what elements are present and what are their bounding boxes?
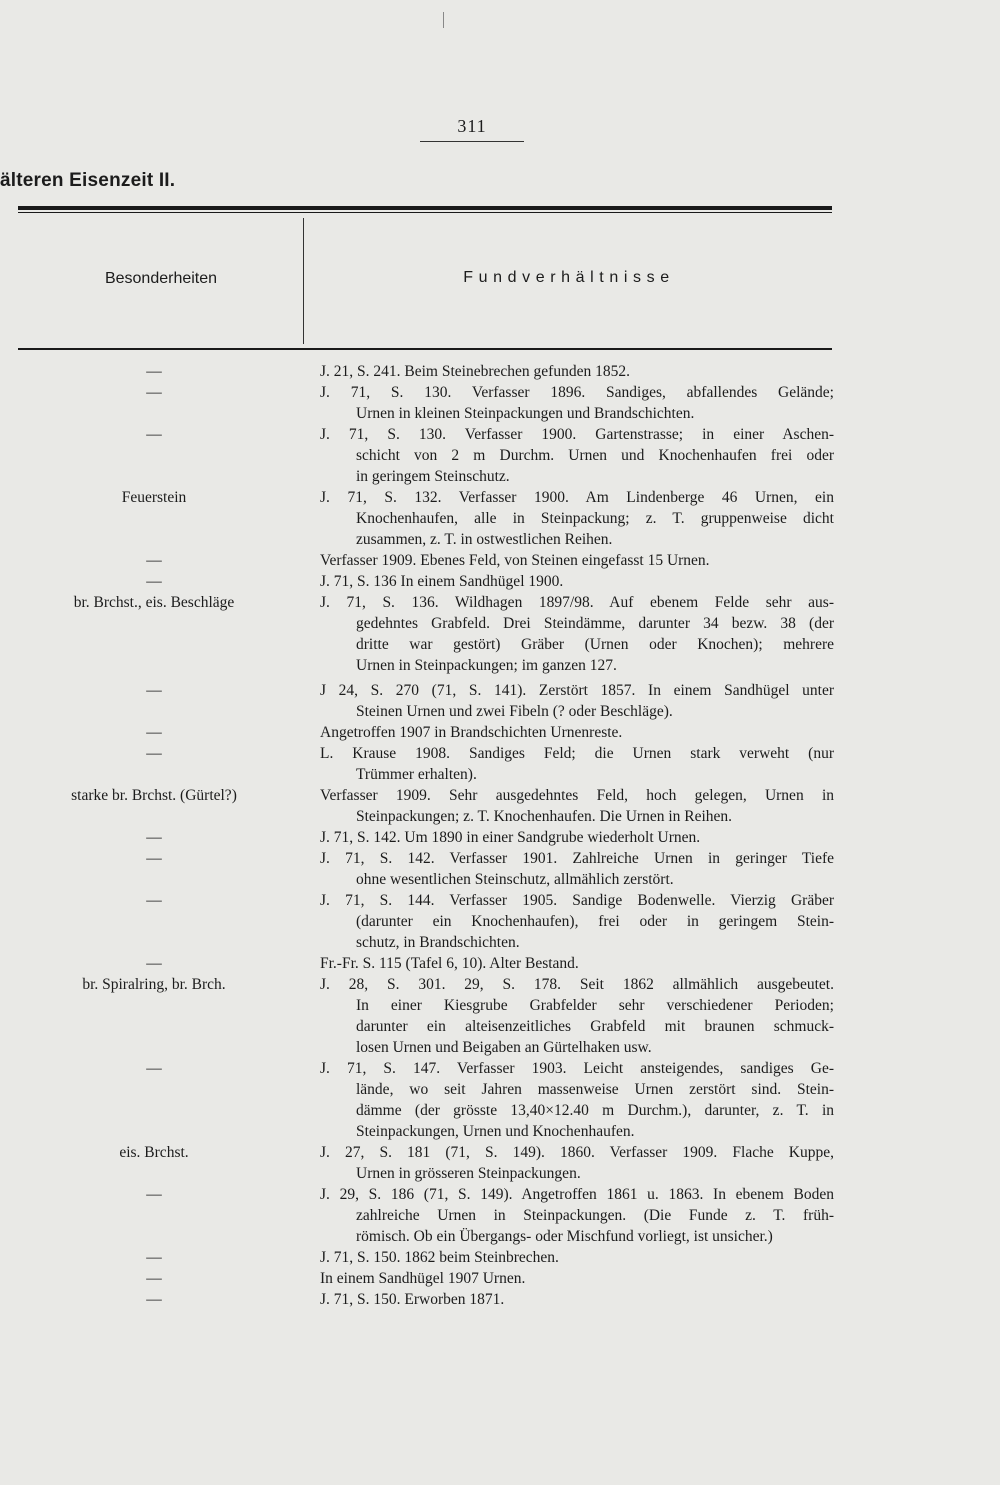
row-fundverhaeltnisse	[320, 1268, 834, 1289]
row-fundverhaeltnisse	[320, 550, 834, 571]
row-besonderheiten: br. Brchst., eis. Beschläge	[73, 594, 235, 611]
page-number: 311	[457, 116, 487, 136]
fund-line: lände, wo seit Jahren massenweise Urnen zerstört sind. Stein-	[356, 1081, 834, 1098]
row-besonderheiten: —	[146, 384, 162, 401]
fund-line: In einem Sandhügel 1907 Urnen.	[320, 1270, 526, 1287]
fund-line: darunter ein alteisenzeitliches Grabfeld mit braunen schmuck-	[356, 1018, 834, 1035]
row-besonderheiten: —	[146, 1186, 162, 1203]
row-fundverhaeltnisse	[320, 592, 834, 676]
page-number-rule	[420, 141, 524, 142]
fund-line: gedehntes Grabfeld. Drei Steindämme, darunter 34 bezw. 38 (der	[356, 615, 834, 632]
row-fundverhaeltnisse	[320, 361, 834, 382]
row-besonderheiten: —	[146, 1291, 162, 1308]
fund-line: J. 71, S. 136 In einem Sandhügel 1900.	[320, 573, 564, 590]
fund-line: römisch. Ob ein Übergangs- oder Mischfund vorliegt, ist unsicher.)	[356, 1228, 773, 1245]
row-fundverhaeltnisse	[320, 1247, 834, 1268]
row-besonderheiten: —	[146, 363, 162, 380]
column-header-besonderheiten: Besonderheiten	[104, 270, 218, 287]
row-besonderheiten: Feuerstein	[121, 489, 187, 506]
row-besonderheiten: —	[146, 573, 162, 590]
fund-line: J. 27, S. 181 (71, S. 149). 1860. Verfasser 1909. Flache Kuppe,	[320, 1144, 834, 1161]
row-besonderheiten: —	[146, 724, 162, 741]
fund-line: Knochenhaufen, alle in Steinpackung; z. T. gruppenweise dicht	[356, 510, 834, 527]
fund-line: in geringem Steinschutz.	[356, 468, 510, 485]
fund-line: zusammen, z. T. in ostwestlichen Reihen.	[356, 531, 613, 548]
row-besonderheiten: —	[146, 892, 162, 909]
fund-line: dämme (der grösste 13,40×12.40 m Durchm.), darunter, z. T. in	[356, 1102, 834, 1119]
fund-line: Fr.-Fr. S. 115 (Tafel 6, 10). Alter Bestand.	[320, 955, 579, 972]
row-fundverhaeltnisse	[320, 722, 834, 743]
fund-line: Steinen Urnen und zwei Fibeln (? oder Beschläge).	[356, 703, 673, 720]
row-besonderheiten: —	[146, 426, 162, 443]
column-header-fundverhaeltnisse: Fundverhältnisse	[463, 269, 675, 286]
fund-line: J. 71, S. 132. Verfasser 1900. Am Lindenberge 46 Urnen, ein	[320, 489, 834, 506]
row-fundverhaeltnisse	[320, 890, 834, 953]
fund-line: zahlreiche Urnen in Steinpackungen. (Die Funde z. T. früh-	[356, 1207, 834, 1224]
fund-line: Urnen in grösseren Steinpackungen.	[356, 1165, 581, 1182]
fund-line: Trümmer erhalten).	[356, 766, 477, 783]
fund-line: Steinpackungen, Urnen und Knochenhaufen.	[356, 1123, 635, 1140]
row-besonderheiten: —	[146, 682, 162, 699]
row-fundverhaeltnisse	[320, 743, 834, 785]
row-fundverhaeltnisse	[320, 382, 834, 424]
row-besonderheiten: starke br. Brchst. (Gürtel?)	[71, 787, 237, 804]
fund-line: Urnen in Steinpackungen; im ganzen 127.	[356, 657, 617, 674]
row-besonderheiten: eis. Brchst.	[119, 1144, 189, 1161]
fund-line: J. 71, S. 147. Verfasser 1903. Leicht ansteigendes, sandiges Ge-	[320, 1060, 834, 1077]
row-besonderheiten: —	[146, 1249, 162, 1266]
row-besonderheiten: br. Spiralring, br. Brch.	[82, 976, 226, 993]
row-fundverhaeltnisse	[320, 827, 834, 848]
fund-line: dritte war gestört) Gräber (Urnen oder Knochen); mehrere	[356, 636, 834, 653]
row-besonderheiten: —	[146, 850, 162, 867]
row-fundverhaeltnisse	[320, 1142, 834, 1184]
row-fundverhaeltnisse	[320, 571, 834, 592]
row-besonderheiten: —	[146, 955, 162, 972]
row-fundverhaeltnisse	[320, 1058, 834, 1142]
fund-line: J. 71, S. 142. Verfasser 1901. Zahlreiche Urnen in geringer Tiefe	[320, 850, 834, 867]
fund-line: Verfasser 1909. Sehr ausgedehntes Feld, hoch gelegen, Urnen in	[320, 787, 834, 804]
row-fundverhaeltnisse	[320, 1184, 834, 1247]
fund-line: Angetroffen 1907 in Brandschichten Urnenreste.	[320, 724, 623, 741]
fund-line: J. 71, S. 142. Um 1890 in einer Sandgrube wiederholt Urnen.	[320, 829, 701, 846]
fund-line: J. 29, S. 186 (71, S. 149). Angetroffen 1861 u. 1863. In ebenem Boden	[320, 1186, 834, 1203]
row-besonderheiten: —	[146, 745, 162, 762]
row-besonderheiten: —	[146, 1060, 162, 1077]
row-fundverhaeltnisse	[320, 953, 834, 974]
row-fundverhaeltnisse	[320, 1289, 834, 1310]
row-fundverhaeltnisse	[320, 487, 834, 550]
scan-mark	[443, 12, 444, 28]
fund-line: J. 71, S. 150. Erworben 1871.	[320, 1291, 505, 1308]
fund-line: J. 71, S. 150. 1862 beim Steinbrechen.	[320, 1249, 559, 1266]
header-bottom-rule	[18, 348, 832, 350]
fund-line: schutz, in Brandschichten.	[356, 934, 520, 951]
row-fundverhaeltnisse	[320, 680, 834, 722]
fund-line: J. 71, S. 144. Verfasser 1905. Sandige Bodenwelle. Vierzig Gräber	[320, 892, 834, 909]
row-fundverhaeltnisse	[320, 785, 834, 827]
row-besonderheiten: —	[146, 1270, 162, 1287]
fund-line: J. 71, S. 130. Verfasser 1900. Gartenstrasse; in einer Aschen-	[320, 426, 834, 443]
row-fundverhaeltnisse	[320, 974, 834, 1058]
fund-line: J 24, S. 270 (71, S. 141). Zerstört 1857. In einem Sandhügel unter	[320, 682, 834, 699]
fund-line: Steinpackungen; z. T. Knochenhaufen. Die Urnen in Reihen.	[356, 808, 733, 825]
fund-line: (darunter ein Knochenhaufen), frei oder in geringem Stein-	[356, 913, 834, 930]
row-fundverhaeltnisse	[320, 424, 834, 487]
fund-line: In einer Kiesgrube Grabfelder sehr verschiedener Perioden;	[356, 997, 834, 1014]
fund-line: Urnen in kleinen Steinpackungen und Brandschichten.	[356, 405, 695, 422]
table-top-rule-thin	[18, 212, 832, 213]
fund-line: L. Krause 1908. Sandiges Feld; die Urnen stark verweht (nur	[320, 745, 834, 762]
fund-line: Verfasser 1909. Ebenes Feld, von Steinen eingefasst 15 Urnen.	[320, 552, 710, 569]
row-fundverhaeltnisse	[320, 848, 834, 890]
fund-line: ohne wesentlichen Steinschutz, allmählich zerstört.	[356, 871, 674, 888]
section-title: älteren Eisenzeit II.	[0, 170, 176, 191]
fund-line: J. 71, S. 136. Wildhagen 1897/98. Auf ebenem Felde sehr aus-	[320, 594, 834, 611]
row-besonderheiten: —	[146, 829, 162, 846]
row-besonderheiten: —	[146, 552, 162, 569]
fund-line: J. 28, S. 301. 29, S. 178. Seit 1862 allmählich ausgebeutet.	[320, 976, 834, 993]
fund-line: J. 21, S. 241. Beim Steinebrechen gefunden 1852.	[320, 363, 630, 380]
table-top-rule	[18, 206, 832, 210]
fund-line: schicht von 2 m Durchm. Urnen und Knochenhaufen frei oder	[356, 447, 834, 464]
fund-line: losen Urnen und Beigaben an Gürtelhaken usw.	[356, 1039, 652, 1056]
fund-line: J. 71, S. 130. Verfasser 1896. Sandiges, abfallendes Gelände;	[320, 384, 834, 401]
